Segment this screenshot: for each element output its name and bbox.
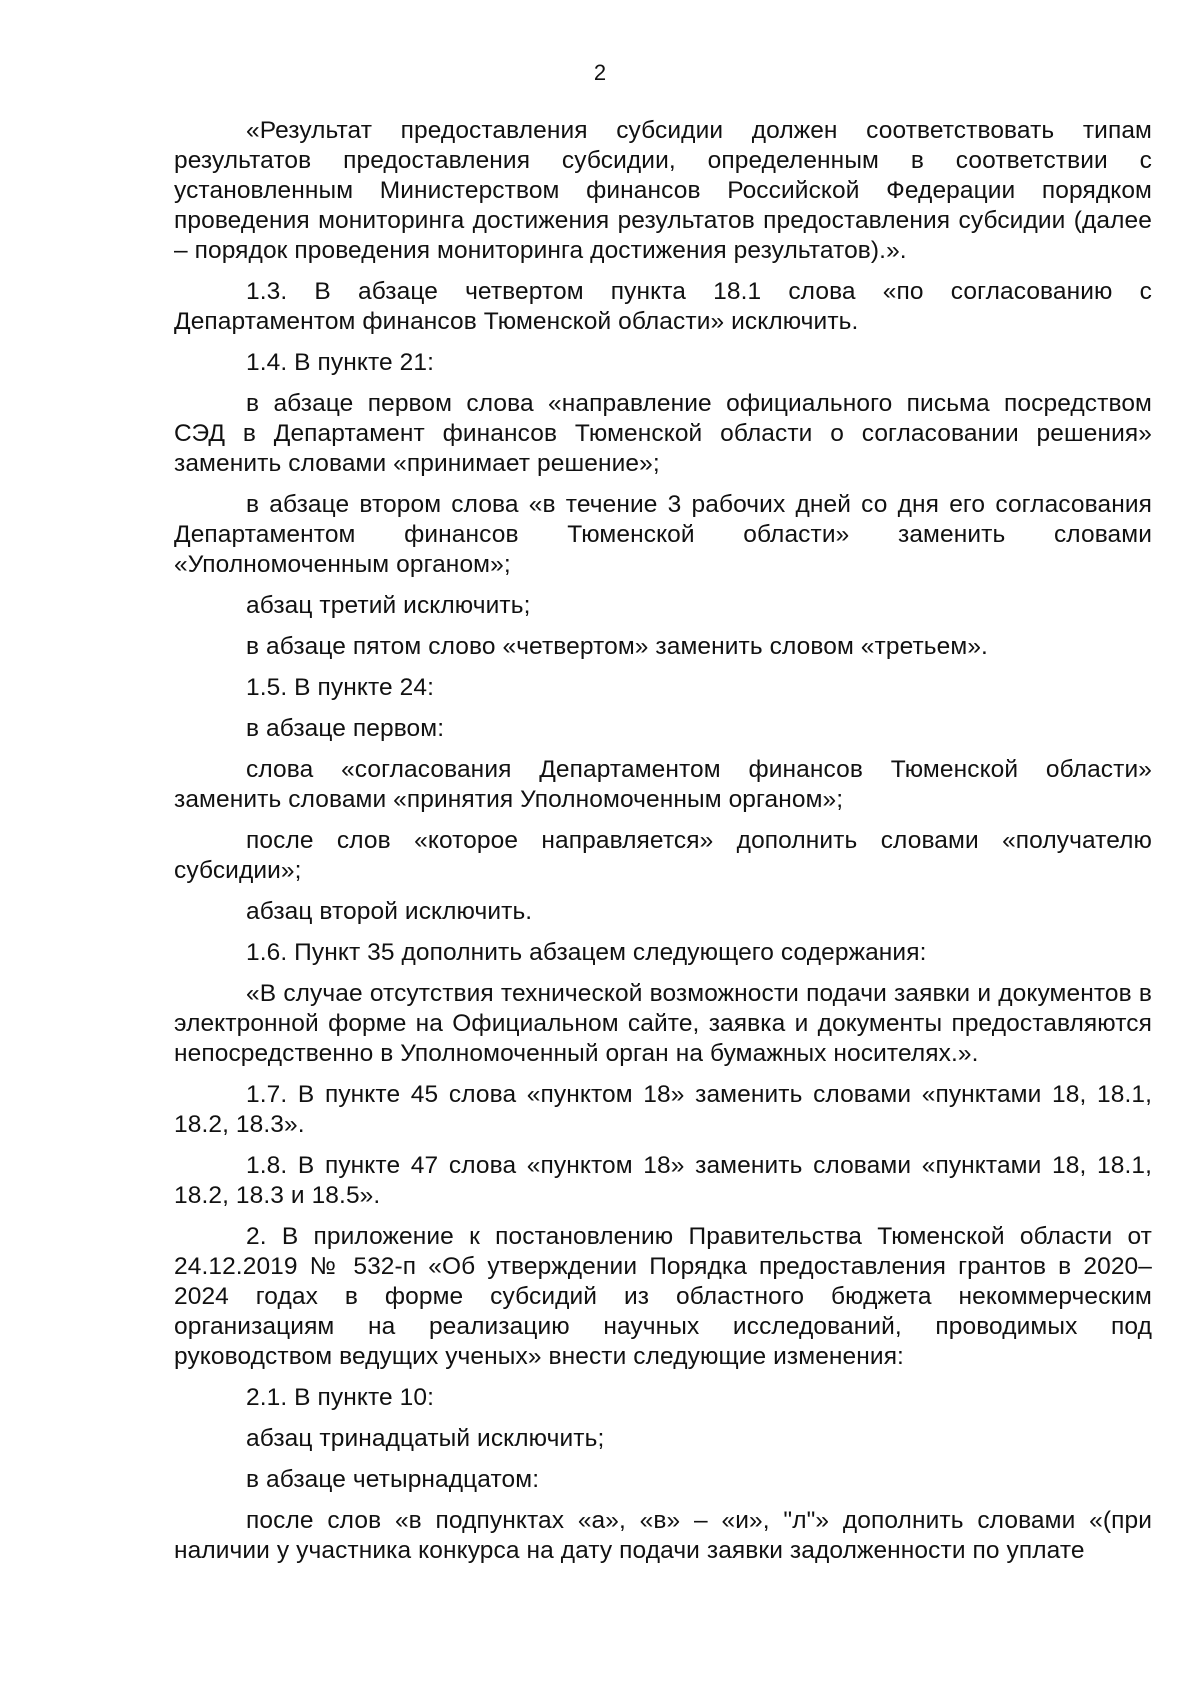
paragraph-1-5: 1.5. В пункте 24: — [246, 674, 434, 701]
paragraph-1-4-third: абзац третий исключить; — [246, 592, 531, 619]
paragraph-1-6: 1.6. Пункт 35 дополнить абзацем следующего содержания: — [246, 939, 927, 966]
paragraph-1-4: 1.4. В пункте 21: — [246, 349, 434, 376]
paragraph-2-1-thirteenth: абзац тринадцатый исключить; — [246, 1425, 605, 1452]
document-body — [174, 116, 1152, 1566]
paragraph-1-7: 1.7. В пункте 45 слова «пунктом 18» заменить словами «пунктами 18, 18.1, 18.2, 18.3». — [174, 1081, 1152, 1138]
paragraph-2-1-after-words: после слов «в подпунктах «а», «в» – «и», "л"» дополнить словами «(при наличии у участника конкурса на дату подачи заявки задолженности по уплате — [174, 1507, 1152, 1564]
paragraph-2: 2. В приложение к постановлению Правительства Тюменской области от 24.12.2019 № 532-п «Об утверждении Порядка предоставления грантов в 2020–2024 годах в форме субсидий из областного бюджета некоммерческим организациям на реализацию научных исследований, проводимых под руководством ведущих ученых» внести следующие изменения: — [174, 1223, 1152, 1370]
paragraph-1-3: 1.3. В абзаце четвертом пункта 18.1 слова «по согласованию с Департаментом финансов Тюменской области» исключить. — [174, 278, 1152, 335]
paragraph-1-5-first: в абзаце первом: — [246, 715, 445, 742]
page-number: 2 — [593, 60, 607, 85]
paragraph-2-1: 2.1. В пункте 10: — [246, 1384, 434, 1411]
paragraph-1-5-words: слова «согласования Департаментом финансов Тюменской области» заменить словами «принятия Уполномоченным органом»; — [174, 756, 1152, 813]
paragraph-1-8: 1.8. В пункте 47 слова «пунктом 18» заменить словами «пунктами 18, 18.1, 18.2, 18.3 и 18.5». — [174, 1152, 1152, 1209]
paragraph-1-6-quote: «В случае отсутствия технической возможности подачи заявки и документов в электронной форме на Официальном сайте, заявка и документы предоставляются непосредственно в Уполномоченный орган на бумажных носителях.». — [174, 980, 1152, 1067]
paragraph-1-5-after-words: после слов «которое направляется» дополнить словами «получателю субсидии»; — [174, 827, 1152, 884]
paragraph-result-definition: «Результат предоставления субсидии должен соответствовать типам результатов предоставления субсидии, определенным в соответствии с установленным Министерством финансов Российской Федерации порядком проведения мониторинга достижения результатов предоставления субсидии (далее – порядок проведения мониторинга достижения результатов).». — [174, 117, 1152, 264]
paragraph-1-5-second: абзац второй исключить. — [246, 898, 533, 925]
paragraph-1-4-first: в абзаце первом слова «направление официального письма посредством СЭД в Департамент финансов Тюменской области о согласовании решения» заменить словами «принимает решение»; — [174, 390, 1152, 477]
paragraph-1-4-fifth: в абзаце пятом слово «четвертом» заменить словом «третьем». — [246, 633, 988, 660]
paragraph-2-1-fourteenth: в абзаце четырнадцатом: — [246, 1466, 540, 1493]
paragraph-1-4-second: в абзаце втором слова «в течение 3 рабочих дней со дня его согласования Департаментом финансов Тюменской области» заменить словами «Уполномоченным органом»; — [174, 491, 1152, 578]
